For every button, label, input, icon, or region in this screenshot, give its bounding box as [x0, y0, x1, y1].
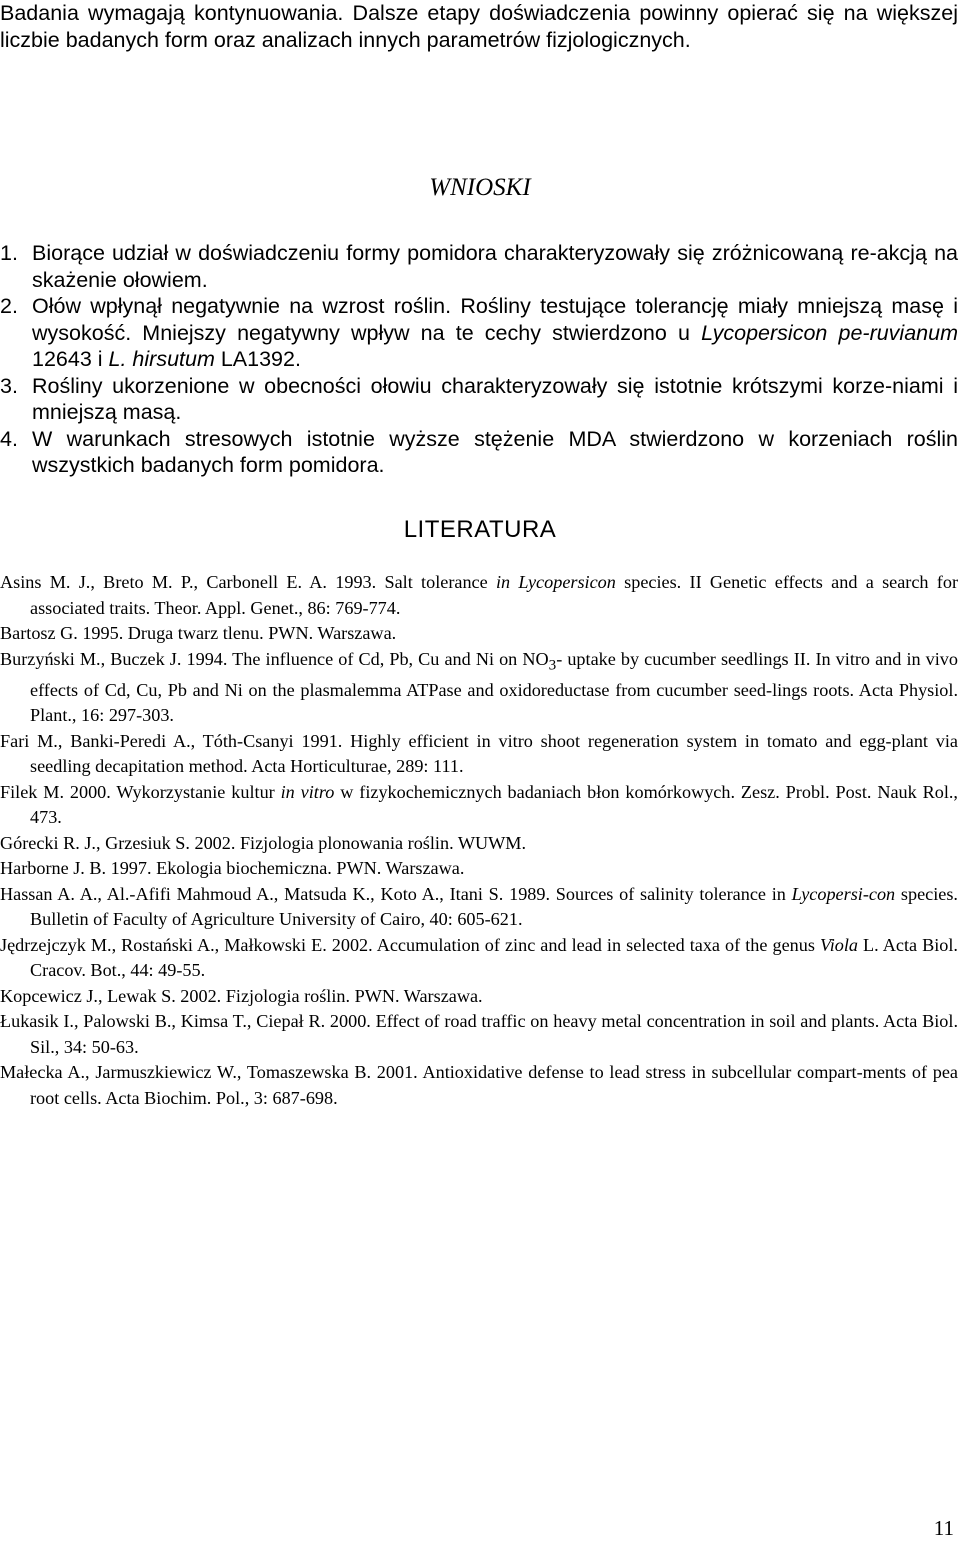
- reference-text: Asins M. J., Breto M. P., Carbonell E. A. 1993. Salt tolerance: [0, 572, 496, 592]
- conclusion-text: W warunkach stresowych istotnie wyższe stężenie MDA stwierdzono w korzeniach roślin wszystkich badanych form pomidora.: [32, 426, 958, 477]
- reference-text: species. II Genetic effects and a search for associated traits. Theor. Appl. Genet., 86: 769-774.: [30, 572, 959, 618]
- reference-item: Bartosz G. 1995. Druga twarz tlenu. PWN. Warszawa.: [0, 623, 397, 643]
- species-name: L. hirsutum: [108, 347, 215, 371]
- reference-item: [0, 570, 958, 621]
- reference-item: Kopcewicz J., Lewak S. 2002. Fizjologia roślin. PWN. Warszawa.: [0, 985, 483, 1006]
- reference-item: [0, 933, 958, 984]
- conclusion-text: Rośliny ukorzenione w obecności ołowiu charakteryzowały się istotnie krótszymi korze-niami i mniejszą masą.: [32, 373, 958, 424]
- conclusion-item: [0, 293, 958, 373]
- conclusion-text-part: LA1392.: [214, 347, 301, 371]
- reference-item: Harborne J. B. 1997. Ekologia biochemiczna. PWN. Warszawa.: [0, 858, 465, 879]
- conclusion-text-part: 12643 i: [32, 347, 109, 371]
- reference-text: Hassan A. A., Al.-Afifi Mahmoud A., Matsuda K., Koto A., Itani S. 1989. Sources of salinity tolerance in: [0, 883, 792, 904]
- reference-italic: in Lycopersicon: [495, 572, 616, 592]
- reference-item: [0, 780, 958, 831]
- reference-text: L. Acta Biol. Cracov. Bot., 44: 49-55.: [30, 934, 958, 981]
- references-list: [0, 570, 958, 1111]
- reference-text: Burzyński M., Buczek J. 1994. The influence of Cd, Pb, Cu and Ni on NO: [0, 648, 549, 669]
- species-name: Lycopersicon pe-ruvianum: [701, 320, 958, 345]
- reference-text: Filek M. 2000. Wykorzystanie kultur: [0, 781, 281, 802]
- reference-text: - uptake by cucumber seedlings II. In vitro and in vivo effects of Cd, Cu, Pb and Ni on the plasmalemma ATPase and oxidoreductase from cucumber seed-lings roots. Acta Physiol. Plant., 16: 297-303.: [30, 648, 958, 726]
- conclusions-list: [0, 240, 958, 479]
- conclusion-number: 4.: [0, 426, 18, 451]
- conclusion-number: 3.: [0, 373, 18, 398]
- reference-item: [0, 882, 958, 933]
- reference-italic: in vitro: [280, 781, 335, 802]
- conclusion-number: 2.: [0, 294, 18, 318]
- reference-subscript: 3: [548, 656, 557, 674]
- reference-italic: Lycopersi-con: [791, 883, 896, 904]
- references-heading: LITERATURA: [403, 516, 557, 543]
- conclusion-item: [0, 373, 958, 426]
- conclusion-item: [0, 426, 958, 479]
- conclusion-number: 1.: [0, 241, 18, 265]
- reference-italic: Viola: [819, 934, 859, 955]
- conclusions-heading: WNIOSKI: [429, 174, 531, 201]
- reference-text: species. Bulletin of Faculty of Agriculture University of Cairo, 40: 605-621.: [30, 883, 958, 930]
- page-number: 11: [933, 1516, 954, 1540]
- conclusion-text: [32, 293, 958, 373]
- reference-item: [0, 647, 958, 729]
- reference-item: Małecka A., Jarmuszkiewicz W., Tomaszewska B. 2001. Antioxidative defense to lead stress in subcellular compart-ments of pea root cells. Acta Biochim. Pol., 3: 687-698.: [0, 1062, 958, 1108]
- reference-text: Jędrzejczyk M., Rostański A., Małkowski E. 2002. Accumulation of zinc and lead in selected taxa of the genus: [0, 934, 820, 955]
- reference-item: Fari M., Banki-Peredi A., Tóth-Csanyi 1991. Highly efficient in vitro shoot regeneration system in tomato and egg-plant via seedling decapitation method. Acta Horticulturae, 289: 111.: [0, 730, 958, 777]
- reference-item: Łukasik I., Palowski B., Kimsa T., Ciepał R. 2000. Effect of road traffic on heavy metal concentration in soil and plants. Acta Biol. Sil., 34: 50-63.: [0, 1011, 958, 1057]
- conclusion-text: Biorące udział w doświadczeniu formy pomidora charakteryzowały się zróżnicowaną re-akcją na skażenie ołowiem.: [32, 241, 958, 292]
- conclusion-text-part: Ołów wpłynął negatywnie na wzrost roślin. Rośliny testujące tolerancję miały mniejszą masę i wysokość. Mniejszy negatywny wpływ na te cechy stwierdzono u: [32, 294, 958, 345]
- conclusion-item: [0, 240, 958, 293]
- intro-paragraph: Badania wymagają kontynuowania. Dalsze etapy doświadczenia powinny opierać się na większej liczbie badanych form oraz analizach innych parametrów fizjologicznych.: [0, 1, 958, 52]
- reference-text: w fizykochemicznych badaniach błon komórkowych. Zesz. Probl. Post. Nauk Rol., 473.: [30, 781, 958, 828]
- reference-item: Górecki R. J., Grzesiuk S. 2002. Fizjologia plonowania roślin. WUWM.: [0, 832, 527, 853]
